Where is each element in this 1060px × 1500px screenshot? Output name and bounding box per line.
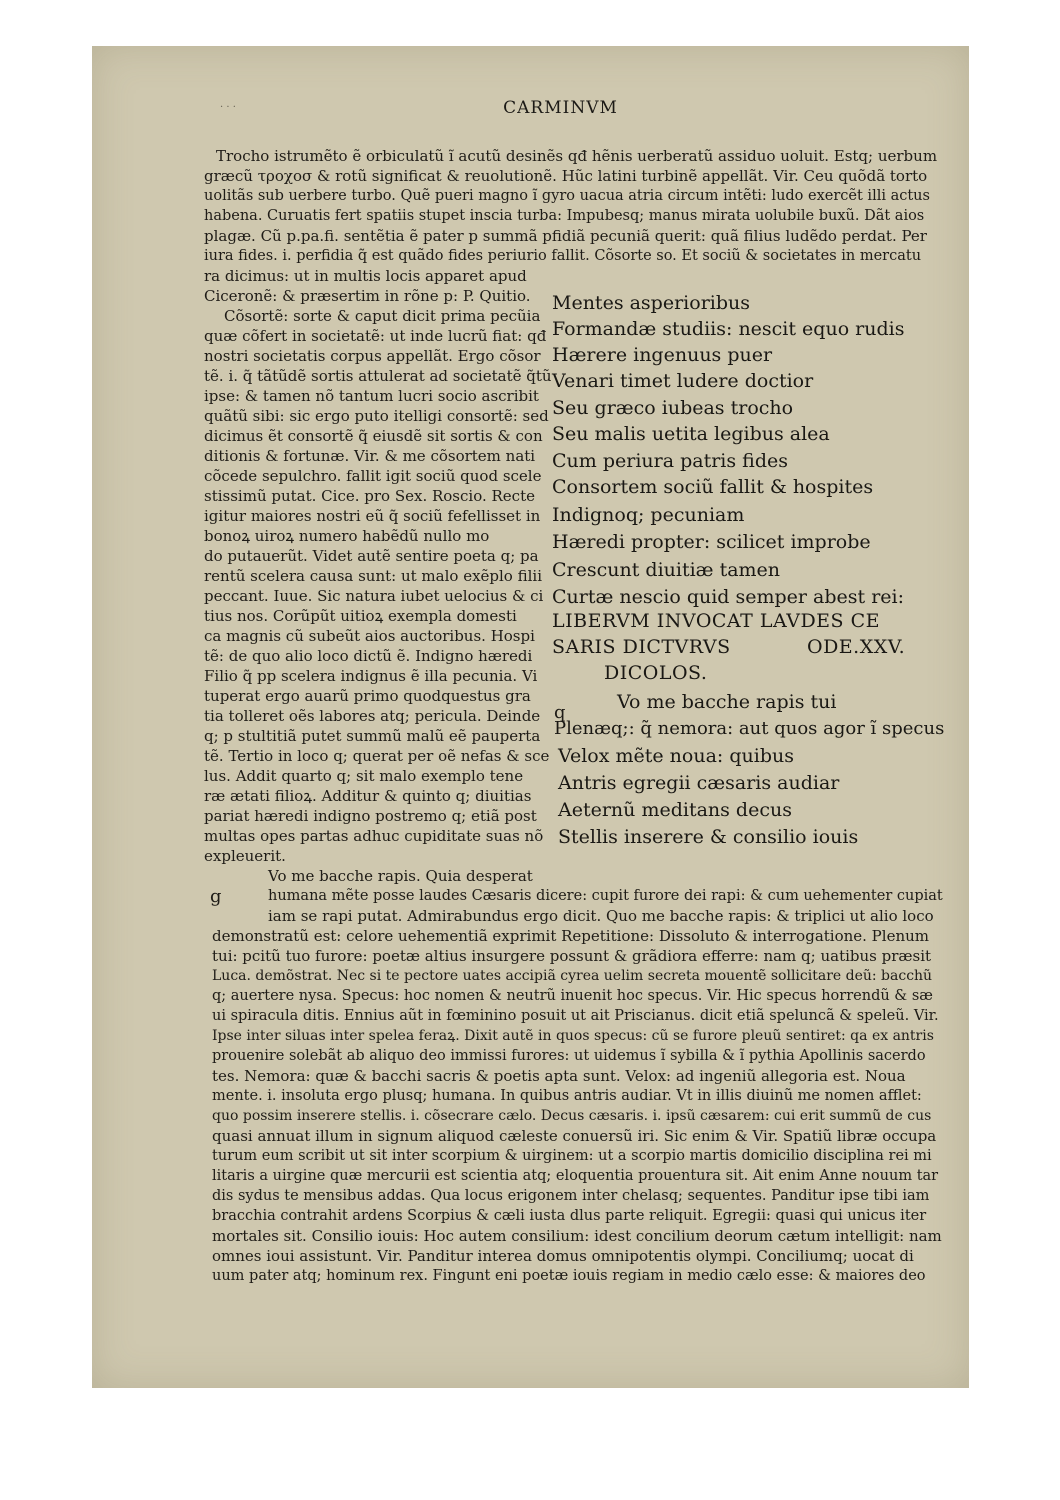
verse-line: Hærere ingenuus puer — [552, 344, 773, 366]
commentary-line: tius nos. Corũpũt uitioꝝ exempla domesti — [204, 607, 517, 625]
verse-line: Hæredi propter: scilicet improbe — [552, 531, 871, 553]
commentary-line: dis sydus te mensibus addas. Qua locus erigonem inter chelasq; sequentes. Panditur ipse tibi iam — [212, 1188, 930, 1204]
commentary-line: uum pater atq; hominum rex. Fingunt eni poetæ iouis regiam in medio cælo esse: & maiores deo — [212, 1268, 926, 1284]
commentary-line: plagæ. Cũ p.pa.fi. sentẽtia ẽ pater p summã pfidiã pecuniã querit: quã filius ludẽdo perdat. Per — [204, 227, 927, 245]
commentary-line: mortales sit. Consilio iouis: Hoc autem consilium: idest concilium deorum cætum intelligit: nam — [212, 1227, 942, 1245]
verse-line: Seu malis uetita legibus alea — [552, 423, 830, 445]
ode-heading-line: SARIS DICTVRVS — [552, 636, 731, 658]
commentary-line: Trocho istrumẽto ẽ orbiculatũ ĩ acutũ desinẽs qđ hẽnis uerberatũ assiduo uoluit. Estq; uerbum — [216, 147, 938, 165]
commentary-line: q; auertere nysa. Specus: hoc nomen & neutrũ inuenit hoc specus. Vir. Hic specus horrendũ & sæ — [212, 988, 933, 1004]
commentary-line: Ipse inter siluas inter spelea feraꝝ. Dixit autẽ in quos specus: cũ se furore pleuũ sentiret: qa ex antris — [212, 1028, 934, 1044]
book-page — [92, 46, 969, 1388]
verse-line: Velox mẽte noua: quibus — [558, 745, 794, 767]
commentary-line: turum eum scribit ut sit inter scorpium & uirginem: ut a scorpio martis domicilio disciplina rei mi — [212, 1148, 932, 1164]
commentary-line: Luca. demõstrat. Nec si te pectore uates accipiã cyrea uelim secreta mouentẽ sollicitare deũ: bacchũ — [212, 968, 933, 984]
commentary-line: humana mẽte posse laudes Cæsaris dicere: cupit furore dei rapi: & cum uehementer cupiat — [268, 888, 943, 904]
verse-line: Plenæq;: q̃ nemora: aut quos agor ĩ specus — [554, 718, 945, 739]
commentary-line: stissimũ putat. Cice. pro Sex. Roscio. Recte — [204, 487, 535, 505]
commentary-line: pariat hæredi indigno postremo q; etiã post — [204, 807, 537, 825]
commentary-line: lus. Addit quarto q; sit malo exemplo tene — [204, 767, 524, 785]
commentary-line: tia tolleret oẽs labores atq; pericula. Deinde — [204, 707, 541, 725]
verse-line: Curtæ nescio quid semper abest rei: — [552, 586, 905, 608]
verse-line: Mentes asperioribus — [552, 292, 750, 314]
commentary-line: quo possim inserere stellis. i. cõsecrare cælo. Decus cæsaris. i. ipsũ cæsarem: cui erit summũ de cus — [212, 1108, 932, 1124]
commentary-line: mente. i. insoluta ergo plusq; humana. In quibus antris audiar. Vt in illis diuinũ me nomen afflet: — [212, 1088, 922, 1104]
commentary-line: igitur maiores nostri eũ q̃ sociũ fefellisset in — [204, 507, 541, 525]
commentary-line: peccant. Iuue. Sic natura iubet uelocius & ci — [204, 587, 544, 605]
commentary-line: quãtũ sibi: sic ergo puto itelligi consortẽ: sed — [204, 407, 549, 425]
verse-line: Vo me bacche rapis tui — [617, 691, 837, 713]
verse-line: Formandæ studiis: nescit equo rudis — [552, 318, 905, 340]
commentary-line: ui spiracula ditis. Ennius aũt in fœminino posuit ut ait Priscianus. dicit etiã speluncã & speleũ. Vir. — [212, 1008, 939, 1024]
marginal-dots: · · · — [220, 102, 236, 113]
commentary-line: bracchia contrahit ardens Scorpius & cæli iusta dlus parte reliquit. Egregii: quasi qui unicus iter — [212, 1208, 927, 1224]
verse-line: Aeternũ meditans decus — [558, 799, 792, 821]
commentary-line: rentũ scelera causa sunt: ut malo exẽplo filii — [204, 567, 543, 585]
commentary-line: tẽ. Tertio in loco q; querat per oẽ nefas & sce — [204, 747, 550, 765]
commentary-line: iam se rapi putat. Admirabundus ergo dicit. Quo me bacche rapis: & triplici ut alio loco — [268, 907, 934, 925]
commentary-line: bonoꝝ uiroꝝ numero habẽdũ nullo mo — [204, 527, 490, 545]
commentary-line: multas opes partas adhuc cupiditate suas nõ — [204, 827, 544, 845]
commentary-line: cõcede sepulchro. fallit igit sociũ quod scele — [204, 467, 542, 485]
verse-line: Consortem sociũ fallit & hospites — [552, 476, 874, 498]
commentary-line: ditionis & fortunæ. Vir. & me cõsortem nati — [204, 447, 536, 465]
commentary-line: ra dicimus: ut in multis locis apparet apud — [204, 267, 527, 285]
marginal-g: g — [210, 886, 222, 907]
commentary-line: tuperat ergo auarũ primo quodquestus gra — [204, 687, 531, 705]
ode-heading-line: LIBERVM INVOCAT LAVDES CE — [552, 610, 881, 632]
commentary-line: Filio q̃ pp scelera indignus ẽ illa pecunia. Vi — [204, 667, 538, 685]
commentary-line: ræ ætati filioꝝ. Additur & quinto q; diuitias — [204, 787, 532, 805]
verse-line: Crescunt diuitiæ tamen — [552, 559, 781, 581]
verse-line: Indignoq; pecuniam — [552, 504, 745, 526]
ode-number: ODE.XXV. — [807, 636, 906, 658]
commentary-line: uolitãs sub uerbere turbo. Quẽ pueri magno ĩ gyro uacua atria circum intẽti: ludo exercẽt illi actus — [204, 188, 930, 204]
commentary-line: græcũ τροχοσ & rotũ significat & reuolutionẽ. Hũc latini turbinẽ appellãt. Vir. Ceu quõdã torto — [204, 167, 928, 185]
commentary-line: ipse: & tamen nõ tantum lucri socio ascribit — [204, 387, 539, 405]
verse-line: Antris egregii cæsaris audiar — [558, 772, 840, 794]
commentary-line: tes. Nemora: quæ & bacchi sacris & poetis apta sunt. Velox: ad ingeniũ allegoria est. Noua — [212, 1067, 906, 1085]
commentary-line: litaris a uirgine quæ mercurii est scientia atq; eloquentia prouentura sit. Ait enim Anne nouum tar — [212, 1168, 939, 1184]
ode-meter: DICOLOS. — [604, 662, 708, 684]
commentary-line: dicimus ẽt consortẽ q̃ eiusdẽ sit sortis & con — [204, 427, 543, 445]
verse-line: Seu græco iubeas trocho — [552, 397, 794, 419]
commentary-line: expleuerit. — [204, 847, 286, 865]
commentary-line: demonstratũ est: celore uehementiã exprimit Repetitione: Dissoluto & interrogatione. Plenum — [212, 927, 929, 945]
commentary-line: iura fides. i. perfidia q̃ est quãdo fides periurio fallit. Cõsorte so. Et sociũ & societates in mercatu — [204, 248, 922, 264]
verse-line: Stellis inserere & consilio iouis — [558, 826, 859, 848]
commentary-line: q; p stultitiã putet summũ malũ eẽ pauperta — [204, 727, 541, 745]
marginal-q: q — [554, 702, 566, 723]
commentary-line: prouenire solebãt ab aliquo deo immissi furores: ut uidemus ĩ sybilla & ĩ pythia Apollinis sacerdo — [212, 1048, 926, 1064]
commentary-line: Ciceronẽ: & præsertim in rõne p: P. Quitio. — [204, 287, 531, 305]
commentary-line: do putauerũt. Videt autẽ sentire poeta q; pa — [204, 547, 539, 565]
commentary-line: Cõsortẽ: sorte & caput dicit prima pecũia — [224, 307, 541, 325]
commentary-line: quæ cõfert in societatẽ: ut inde lucrũ fiat: qđ — [204, 327, 547, 345]
commentary-line: Vo me bacche rapis. Quia desperat — [268, 867, 533, 885]
commentary-line: habena. Curuatis fert spatiis stupet inscia turba: Impubesq; manus mirata uolubile buxũ. Dãt aios — [204, 208, 925, 224]
commentary-line: tui: pcitũ tuo furore: poetæ altius insurgere possunt & grãdiora efferre: nam q; uatibus præsit — [212, 947, 932, 965]
commentary-line: ca magnis cũ subeũt aios auctoribus. Hospi — [204, 627, 535, 645]
verse-line: Venari timet ludere doctior — [552, 370, 814, 392]
commentary-line: tẽ. i. q̃ tãtũdẽ sortis attulerat ad societatẽ q̃tũ — [204, 367, 552, 385]
commentary-line: nostri societatis corpus appellãt. Ergo cõsor — [204, 347, 541, 365]
commentary-line: omnes ioui assistunt. Vir. Panditur interea domus omnipotentis olympi. Conciliumq; uocat di — [212, 1247, 914, 1265]
verse-line: Cum periura patris fides — [552, 450, 788, 472]
commentary-line: quasi annuat illum in signum aliquod cæleste conuersũ iri. Sic enim & Vir. Spatiũ libræ occupa — [212, 1127, 937, 1145]
commentary-line: tẽ: de quo alio loco dictũ ẽ. Indigno hæredi — [204, 647, 533, 665]
running-header: CARMINVM — [503, 98, 618, 118]
